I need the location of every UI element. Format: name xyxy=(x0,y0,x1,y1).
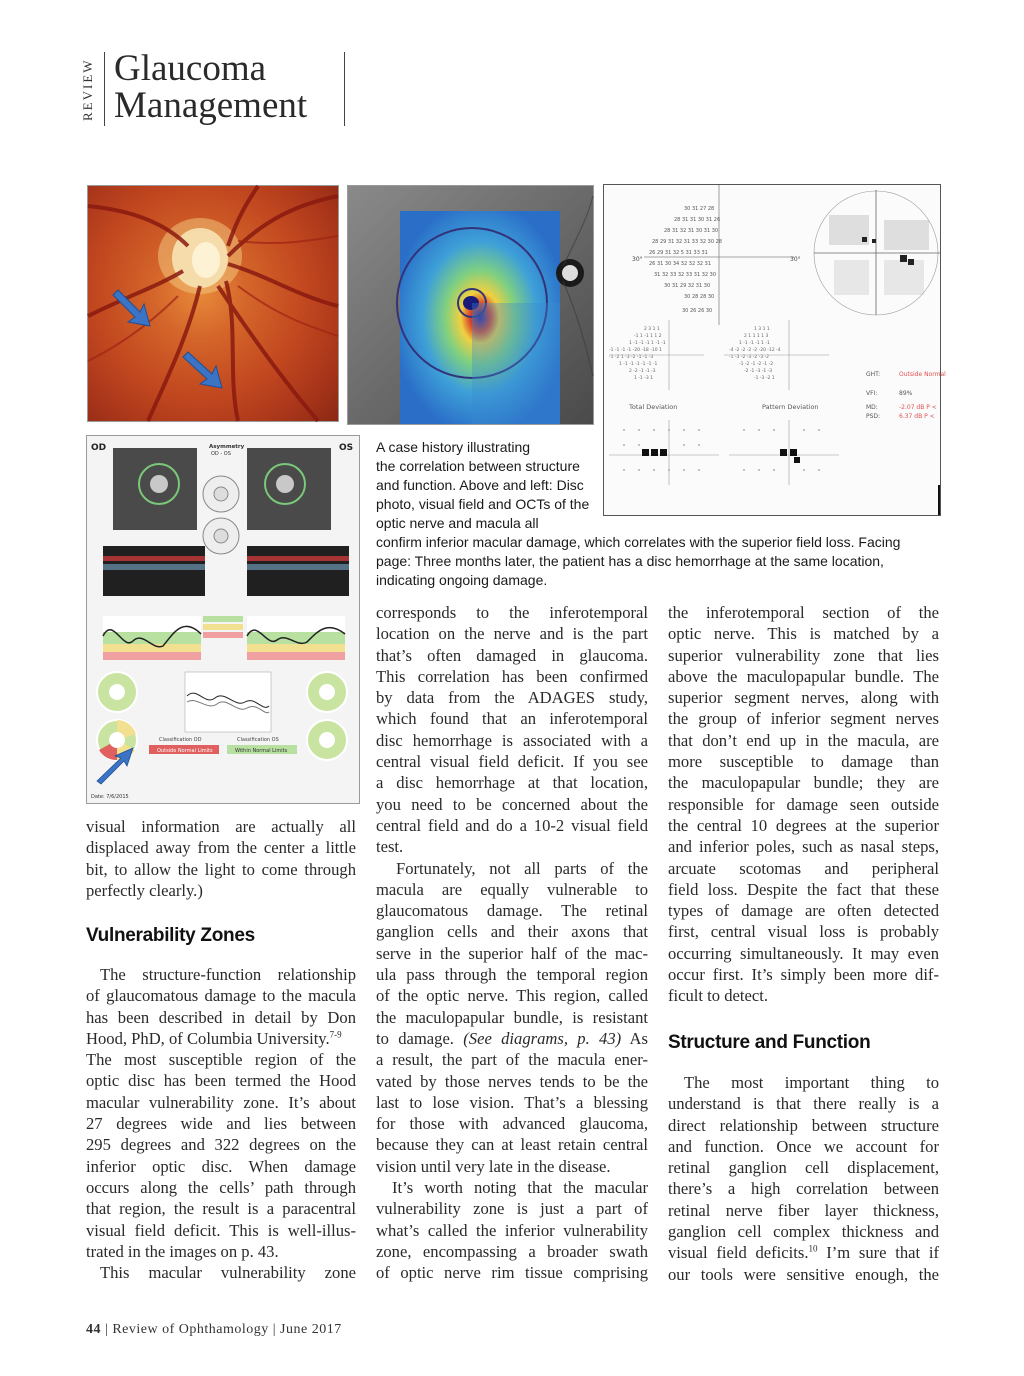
body-line: This macular vulnerability zone xyxy=(100,1263,356,1283)
body-line-text: visual field deficits. xyxy=(668,1243,809,1263)
body-line: glaucomatous damage. The retinal xyxy=(376,901,648,921)
caption-line: optic nerve and macula all xyxy=(376,515,539,531)
body-line: of glaucomatous damage to the macula xyxy=(86,986,356,1006)
body-line: a result, the part of the macula ener- xyxy=(376,1050,648,1070)
oct-status-od: Outside Normal Limits xyxy=(157,748,213,754)
body-line: The most important thing to xyxy=(684,1073,939,1092)
body-line: inferior optic disc. When damage xyxy=(86,1156,356,1176)
oct-status-os: Within Normal Limits xyxy=(235,748,288,754)
footer-separator: | xyxy=(105,1322,109,1337)
fundus-photo-drawing xyxy=(88,186,338,421)
caption-line: page: Three months later, the patient has a disc hemorrhage at the same location, xyxy=(376,553,884,569)
caption-line: the correlation between structure xyxy=(376,458,580,474)
oct-asymmetry-sub: OD - OS xyxy=(211,451,231,457)
body-line: there’s a high correlation between xyxy=(668,1179,939,1199)
body-column-1-lower xyxy=(86,964,356,1283)
vf-vfi-value: 89% xyxy=(899,390,913,397)
body-line: because they can at least retain central xyxy=(376,1135,648,1155)
body-line-text: to damage. xyxy=(376,1028,454,1048)
body-line: bit, to allow the light to come through xyxy=(86,859,356,879)
section-title xyxy=(114,50,307,124)
svg-text:1 -1 -3 1: 1 -1 -3 1 xyxy=(634,376,653,381)
reference-superscript: 10 xyxy=(808,1243,818,1254)
svg-text:2 -2 -1 -1 -3: 2 -2 -1 -1 -3 xyxy=(629,369,656,374)
body-column-3-lower xyxy=(668,1072,939,1285)
body-line: above the maculopapular bundle. The xyxy=(668,666,939,686)
body-line-text: Hood, PhD, of Columbia University. xyxy=(86,1028,330,1048)
body-line: 27 degrees wide and lies between xyxy=(86,1114,356,1134)
body-line: retinal ganglion cell displacement, xyxy=(668,1158,939,1178)
body-line: the maculopapular bundle; they are xyxy=(668,773,939,793)
caption-line: photo, visual field and OCTs of the xyxy=(376,496,590,512)
svg-text:-1 -1 -1 -1 -20 -18 -10 1: -1 -1 -1 -1 -20 -18 -10 1 xyxy=(609,348,662,353)
body-line xyxy=(668,1242,939,1263)
svg-text:28 29 31 32 31 33 32 30 28: 28 29 31 32 31 33 32 30 28 xyxy=(652,239,722,245)
body-line: 295 degrees and 322 degrees on the xyxy=(86,1135,356,1155)
body-line: last to lose vision. That’s a blessing xyxy=(376,1092,648,1112)
body-line: occurs along the cells’ path through xyxy=(86,1177,356,1197)
svg-text:30 31 29 32 31 30: 30 31 29 32 31 30 xyxy=(664,283,711,289)
body-line: the central 10 degrees at the superior xyxy=(668,815,939,835)
oct-classification-od: Classification OD xyxy=(159,737,202,743)
oct-asymmetry-label: Asymmetry xyxy=(209,444,245,450)
body-line: location on the nerve and is the part xyxy=(376,624,648,644)
body-line: test. xyxy=(376,837,404,857)
body-line: of the optic nerve. This region, called xyxy=(376,986,648,1006)
oct-date: Date: 7/6/2015 xyxy=(91,794,129,800)
body-line: disc hemorrhage is associated with a xyxy=(376,730,648,750)
body-line xyxy=(86,1028,356,1049)
body-line: first, central visual loss is probably xyxy=(668,922,939,942)
fundus-photo xyxy=(87,185,339,422)
body-line: superior segment nerves, along with xyxy=(668,688,939,708)
body-line: trated in the images on p. 43. xyxy=(86,1241,279,1261)
body-line: Fortunately, not all parts of the xyxy=(396,858,648,878)
body-line: which found that an inferotemporal xyxy=(376,709,648,729)
footer-separator: | xyxy=(272,1322,277,1337)
body-line: our tools were sensitive enough, the xyxy=(668,1264,939,1284)
body-line: It’s worth noting that the macular xyxy=(392,1178,648,1198)
body-line: macular vulnerability zone. It’s about xyxy=(86,1092,356,1112)
body-line: occur first. It’s simply been more dif- xyxy=(668,965,939,985)
body-line: superior vulnerability zone that lies xyxy=(668,645,939,665)
body-line: the group of inferior segment nerves xyxy=(668,709,939,729)
subheading-vulnerability-zones: Vulnerability Zones xyxy=(86,925,255,946)
body-column-3 xyxy=(668,602,939,1007)
body-line: ficult to detect. xyxy=(668,986,768,1006)
body-line: zone, encompassing a broader swath xyxy=(376,1241,648,1261)
oct-classification-os: Classification OS xyxy=(237,737,279,743)
vf-md-label: MD: xyxy=(866,404,878,411)
svg-text:-1 -3 -2 -3 -2 -3 -2: -1 -3 -2 -3 -2 -3 -2 xyxy=(729,355,769,360)
section-tag: REVIEW xyxy=(80,58,95,122)
vf-ght-value: Outside Normal xyxy=(899,371,946,378)
body-line: ula pass through the temporal region xyxy=(376,965,648,985)
subheading-structure-and-function: Structure and Function xyxy=(668,1032,871,1053)
header-divider-left xyxy=(104,52,105,126)
body-line: that don’t end up in the macula, are xyxy=(668,730,939,750)
svg-text:1 -1 -1 -1 -1 -1 -1: 1 -1 -1 -1 -1 -1 -1 xyxy=(619,362,658,367)
diagram-reference: (See diagrams, p. 43) xyxy=(463,1028,622,1048)
body-line: central visual field deficit. If you see xyxy=(376,752,648,772)
body-line: for those with advanced glaucoma, xyxy=(376,1114,648,1134)
publication-name: Review of Ophthamology xyxy=(112,1322,269,1337)
body-line xyxy=(376,1028,648,1049)
body-column-2 xyxy=(376,602,648,1284)
oct-thickness-map xyxy=(347,185,594,425)
reference-superscript: 7-9 xyxy=(329,1029,342,1040)
svg-text:28 31 31 30 31 26: 28 31 31 30 31 26 xyxy=(674,217,721,223)
vf-ght-label: GHT: xyxy=(866,371,881,378)
svg-text:26 29 31 32 5 31 33 31: 26 29 31 32 5 31 33 31 xyxy=(649,250,708,256)
svg-text:-1 -2 1 -3 -2 -1 -1 -3: -1 -2 1 -3 -2 -1 -1 -3 xyxy=(609,355,654,360)
body-line: and function. Once we account for xyxy=(668,1136,939,1156)
oct-thickness-drawing xyxy=(348,186,593,424)
arrow-icon xyxy=(183,352,222,388)
svg-text:-2 -1 -3 -1 -3: -2 -1 -3 -1 -3 xyxy=(744,369,773,374)
body-line: the maculopapular bundle, is resistant xyxy=(376,1007,648,1027)
caption-line: A case history illustrating xyxy=(376,439,531,455)
vf-degree-right: 30° xyxy=(790,256,801,263)
figure-caption xyxy=(376,438,916,590)
svg-text:-1 -2 -1 -2 -1 -2: -1 -2 -1 -2 -1 -2 xyxy=(739,362,774,367)
body-line: has been described in detail by Don xyxy=(86,1007,356,1027)
oct-report xyxy=(86,435,360,804)
vf-md-value: -2.07 dB P < xyxy=(899,404,937,411)
body-line: vision until very late in the disease. xyxy=(376,1156,611,1176)
body-line: serve in the superior half of the mac- xyxy=(376,943,648,963)
vf-pattern-deviation-label: Pattern Deviation xyxy=(762,403,819,411)
body-line-text: As xyxy=(629,1028,648,1048)
caption-line: indicating ongoing damage. xyxy=(376,572,548,588)
svg-text:-4 -2 -2 -2 -2 -20 -12 -4: -4 -2 -2 -2 -2 -20 -12 -4 xyxy=(729,348,781,353)
body-line: corresponds to the inferotemporal xyxy=(376,603,648,622)
body-line: ganglion cells and their axons that xyxy=(376,922,648,942)
body-line: central field and do a 10-2 visual field xyxy=(376,815,648,835)
vf-psd-label: PSD: xyxy=(866,413,881,420)
svg-text:-1 -3 -2 1: -1 -3 -2 1 xyxy=(754,376,775,381)
svg-text:2 3 1 1: 2 3 1 1 xyxy=(644,327,660,332)
svg-text:2 1 1 1 1 3: 2 1 1 1 1 3 xyxy=(744,334,769,339)
body-line: field loss. Despite the fact that these xyxy=(668,879,939,899)
svg-text:1 3 1 1: 1 3 1 1 xyxy=(754,327,770,332)
body-line: visual information are actually all xyxy=(86,817,356,836)
body-line: arcuate scotomas and peripheral xyxy=(668,858,939,878)
body-line: The structure-function relationship xyxy=(100,965,356,984)
header-divider-right xyxy=(344,52,345,126)
body-line: what’s called the inferior vulnerability xyxy=(376,1220,648,1240)
svg-text:31 32 33 32 33 31 32 30: 31 32 33 32 33 31 32 30 xyxy=(654,272,717,278)
body-line: that region, the result is a paracentral xyxy=(86,1199,356,1219)
oct-report-drawing xyxy=(87,436,359,803)
svg-text:1 -1 -1 -1 1 -1 -1: 1 -1 -1 -1 1 -1 -1 xyxy=(629,341,666,346)
body-line-text: I’m sure that if xyxy=(826,1243,939,1263)
svg-text:1 -1 -1 -1 1 -1: 1 -1 -1 -1 1 -1 xyxy=(739,341,770,346)
body-line: vulnerability zone is just a part of xyxy=(376,1199,648,1219)
body-line: The most susceptible region of the xyxy=(86,1050,356,1070)
svg-text:30 26 26 30: 30 26 26 30 xyxy=(682,308,713,314)
page-footer xyxy=(86,1322,342,1338)
caption-line: confirm inferior macular damage, which correlates with the superior field loss. Facing xyxy=(376,534,901,550)
body-line: types of damage are often detected xyxy=(668,901,939,921)
body-line: and inferior poles, such as nasal steps, xyxy=(668,837,939,857)
body-line: perfectly clearly.) xyxy=(86,880,203,900)
body-line: This correlation has been confirmed xyxy=(376,666,648,686)
body-line: macula are equally vulnerable to xyxy=(376,879,648,899)
body-line: visual field deficit. This is well-illus- xyxy=(86,1220,356,1240)
body-line: that’s often damaged in glaucoma. xyxy=(376,645,648,665)
vf-vfi-label: VFI: xyxy=(866,390,878,397)
vf-degree-left: 30° xyxy=(632,256,643,263)
caption-line: and function. Above and left: Disc xyxy=(376,477,584,493)
body-line: ganglion cell complex thickness and xyxy=(668,1222,939,1242)
body-line: more susceptible to damage than xyxy=(668,752,939,772)
body-line: a disc hemorrhage at that location, xyxy=(376,773,648,793)
page-number: 44 xyxy=(86,1322,101,1337)
body-line: displaced away from the center a little xyxy=(86,838,356,858)
body-line: you need to be concerned about the xyxy=(376,794,648,814)
section-title-line1: Glaucoma xyxy=(114,48,267,89)
body-line: understand is that there really is a xyxy=(668,1094,939,1114)
body-column-1 xyxy=(86,816,356,901)
oct-label-od: OD xyxy=(91,443,107,453)
body-line: by data from the ADAGES study, xyxy=(376,688,648,708)
body-line: the inferotemporal section of the xyxy=(668,603,939,622)
body-line: responsible for damage seen outside xyxy=(668,794,939,814)
body-line: optic nerve. This is matched by a xyxy=(668,624,939,644)
body-line: direct relationship between structure xyxy=(668,1115,939,1135)
svg-text:-1 1 -1 1 1 2: -1 1 -1 1 1 2 xyxy=(634,334,662,339)
body-line: vated by those nerves tends to be the xyxy=(376,1071,648,1091)
body-line: of optic nerve rim tissue comprising xyxy=(376,1263,648,1283)
svg-text:26 31 30 34 32 32 32 31: 26 31 30 34 32 32 32 31 xyxy=(649,261,712,267)
body-line: optic disc has been termed the Hood xyxy=(86,1071,356,1091)
oct-label-os: OS xyxy=(339,443,354,453)
svg-text:30 31 27 28: 30 31 27 28 xyxy=(684,206,715,212)
issue-date: June 2017 xyxy=(280,1322,342,1337)
svg-text:28 31 32 31 30 31 30: 28 31 32 31 30 31 30 xyxy=(664,228,719,234)
vf-psd-value: 6.37 dB P < xyxy=(899,413,935,420)
body-line: occurring simultaneously. It may even xyxy=(668,943,939,963)
body-line: retinal nerve fiber layer thickness, xyxy=(668,1200,939,1220)
vf-total-deviation-label: Total Deviation xyxy=(629,403,678,411)
svg-text:30 28 28 30: 30 28 28 30 xyxy=(684,294,715,300)
section-title-line2: Management xyxy=(114,85,308,126)
